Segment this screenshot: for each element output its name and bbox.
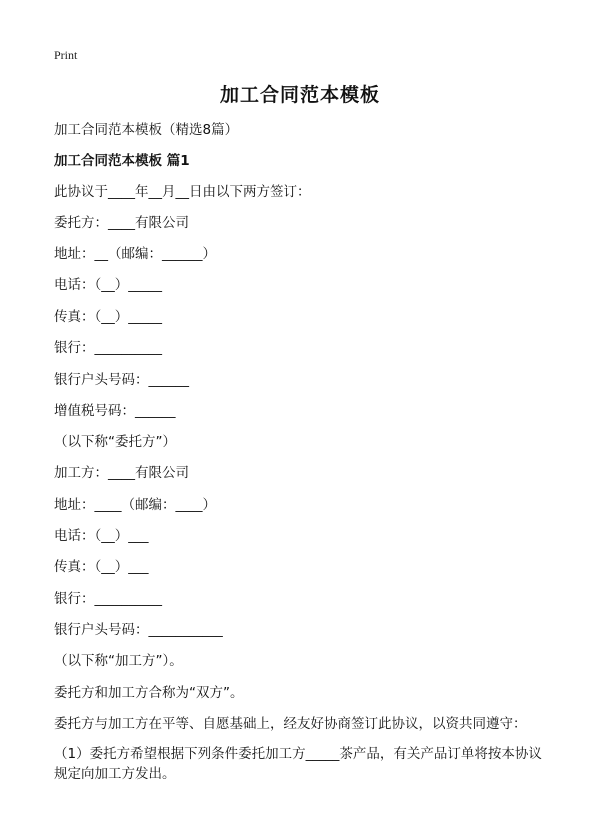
parties-line: 委托方和加工方合称为“双方”。 (54, 685, 244, 701)
processor-address-line: 地址：____（邮编：____） (54, 497, 216, 513)
processor-account-line: 银行户头号码：___________ (54, 622, 223, 638)
client-account-line: 银行户头号码：______ (54, 372, 189, 388)
processor-alias-line: （以下称“加工方”）。 (54, 653, 183, 669)
client-fax-line: 传真：（__）_____ (54, 309, 162, 325)
print-link[interactable]: Print (54, 48, 78, 62)
processor-bank-line: 银行：__________ (54, 591, 162, 607)
client-alias-line: （以下称“委托方”） (54, 434, 176, 450)
client-vat-line: 增值税号码：______ (54, 403, 176, 419)
document-subtitle: 加工合同范本模板（精选8篇） (54, 122, 239, 138)
client-bank-line: 银行：__________ (54, 340, 162, 356)
processor-phone-line: 电话：（__）___ (54, 528, 149, 544)
processor-name-line: 加工方：____有限公司 (54, 465, 189, 481)
clause-1: （1）委托方希望根据下列条件委托加工方_____茶产品，有关产品订单将按本协议规定向加工方发出。 (54, 746, 542, 782)
processor-fax-line: 传真：（__）___ (54, 559, 149, 575)
section-heading: 加工合同范本模板 篇1 (54, 153, 190, 169)
document-title: 加工合同范本模板 (219, 84, 380, 106)
client-address-line: 地址：__（邮编：______） (54, 246, 216, 262)
agreement-date-line: 此协议于____年__月__日由以下两方签订： (54, 184, 311, 200)
preamble-line: 委托方与加工方在平等、自愿基础上，经友好协商签订此协议，以资共同遵守： (54, 716, 527, 732)
client-name-line: 委托方：____有限公司 (54, 215, 189, 231)
client-phone-line: 电话：（__）_____ (54, 277, 162, 293)
